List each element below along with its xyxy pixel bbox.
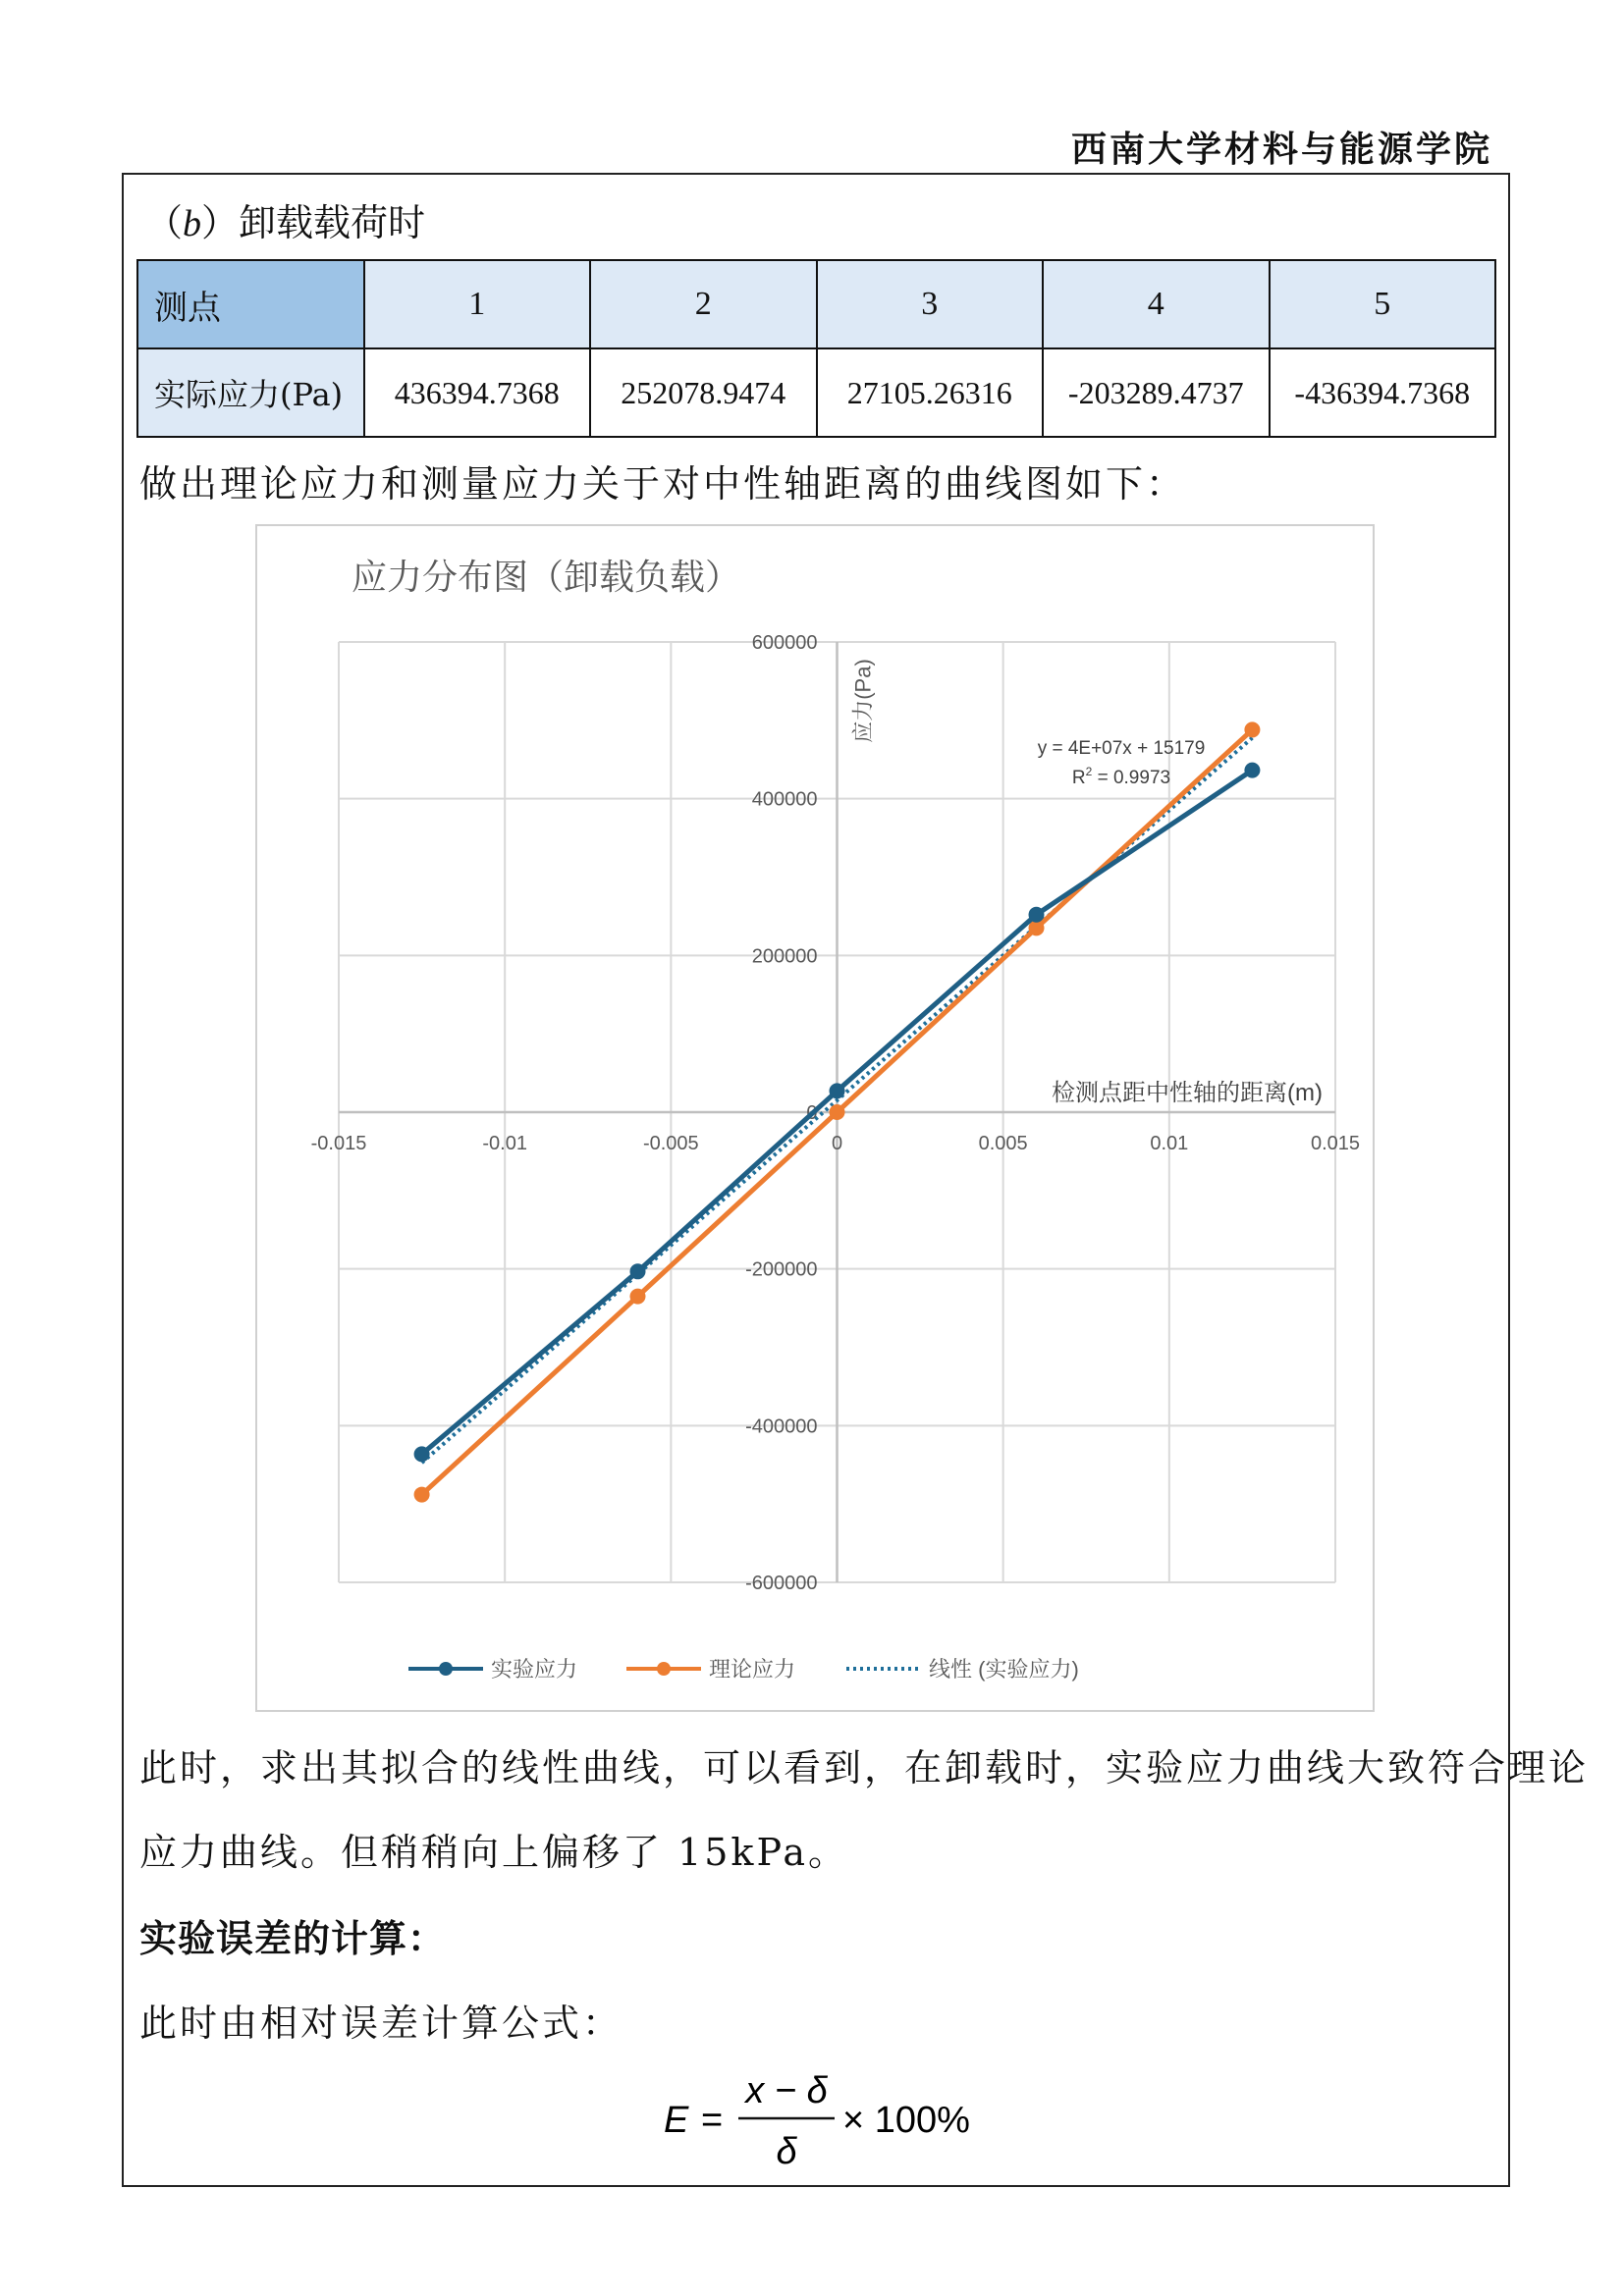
table-point-3: 3 xyxy=(817,260,1044,348)
chart-svg xyxy=(257,526,1373,1710)
table-row-label: 实际应力(Pa) xyxy=(137,348,364,437)
intro-paragraph: 做出理论应力和测量应力关于对中性轴距离的曲线图如下： xyxy=(139,462,1187,506)
table-value-1: 436394.7368 xyxy=(364,348,591,437)
measurement-table xyxy=(136,259,1496,438)
table-value-2: 252078.9474 xyxy=(590,348,817,437)
y-axis-label: 应力(Pa) xyxy=(850,659,876,743)
data-point xyxy=(1244,763,1260,778)
table-point-5: 5 xyxy=(1270,260,1496,348)
x-tick-label: -0.01 xyxy=(482,1133,527,1154)
data-point xyxy=(1029,907,1045,923)
x-axis-label: 检测点距中性轴的距离(m) xyxy=(1052,1080,1323,1106)
x-tick-labels xyxy=(311,1133,1360,1154)
data-point xyxy=(830,1104,845,1120)
formula-times: × 100% xyxy=(842,2100,970,2141)
chart-title: 应力分布图（卸载负载） xyxy=(352,557,741,597)
legend-marker xyxy=(439,1662,453,1676)
table-value-3: 27105.26316 xyxy=(817,348,1044,437)
formula-intro: 此时由相对误差计算公式： xyxy=(139,2002,623,2045)
table-header-row xyxy=(137,260,1495,348)
trendline-r2 xyxy=(1072,765,1170,788)
r2-value: = 0.9973 xyxy=(1092,768,1171,788)
formula-denominator: δ xyxy=(776,2131,797,2172)
x-tick-label: 0.01 xyxy=(1150,1133,1189,1154)
table-point-4: 4 xyxy=(1043,260,1270,348)
table-header-label: 测点 xyxy=(137,260,364,348)
legend-label: 线性 (实验应力) xyxy=(929,1657,1079,1682)
y-tick-label: 600000 xyxy=(751,632,818,654)
formula-numerator: x − δ xyxy=(745,2070,828,2111)
table-value-5: -436394.7368 xyxy=(1270,348,1496,437)
relative-error-formula xyxy=(656,2054,990,2190)
y-tick-label: -200000 xyxy=(745,1258,818,1281)
section-subtitle xyxy=(145,192,425,246)
formula-lhs: E xyxy=(664,2100,689,2141)
formula-equals: = xyxy=(701,2100,724,2141)
data-point xyxy=(630,1263,646,1279)
x-tick-label: -0.015 xyxy=(310,1133,367,1154)
y-tick-label: 0 xyxy=(806,1102,818,1124)
error-heading: 实验误差的计算： xyxy=(139,1916,447,1960)
conclusion-line-2: 应力曲线。但稍稍向上偏移了 15kPa。 xyxy=(139,1831,848,1874)
x-tick-label: 0.015 xyxy=(1310,1133,1361,1154)
subtitle-open: （ xyxy=(145,201,184,244)
legend-label: 实验应力 xyxy=(491,1657,578,1682)
trendline-equation: y = 4E+07x + 15179 xyxy=(1037,738,1206,759)
table-value-4: -203289.4737 xyxy=(1043,348,1270,437)
chart-legend xyxy=(408,1657,1079,1682)
legend-label: 理论应力 xyxy=(709,1657,796,1682)
r2-prefix: R xyxy=(1071,768,1086,788)
table-row xyxy=(137,348,1495,437)
data-point xyxy=(830,1083,845,1098)
y-tick-label: -600000 xyxy=(745,1573,818,1594)
table-point-2: 2 xyxy=(590,260,817,348)
y-tick-label: 200000 xyxy=(751,945,818,968)
institution-header: 西南大学材料与能源学院 xyxy=(1070,129,1492,170)
table-point-1: 1 xyxy=(364,260,591,348)
y-tick-label: -400000 xyxy=(745,1415,818,1438)
data-point xyxy=(414,1487,430,1503)
subtitle-letter: b xyxy=(183,203,202,244)
data-point xyxy=(414,1446,430,1462)
formula-svg xyxy=(656,2054,990,2181)
x-tick-label: 0.005 xyxy=(978,1133,1028,1154)
subtitle-text: ）卸载载荷时 xyxy=(201,201,426,244)
conclusion-line-1: 此时，求出其拟合的线性曲线，可以看到，在卸载时，实验应力曲线大致符合理论 xyxy=(139,1746,1590,1789)
x-tick-label: 0 xyxy=(831,1133,843,1154)
x-tick-label: -0.005 xyxy=(642,1133,699,1154)
data-point xyxy=(1244,721,1260,737)
y-tick-label: 400000 xyxy=(751,788,818,811)
stress-chart xyxy=(255,524,1375,1712)
r2-sup: 2 xyxy=(1085,765,1093,778)
data-point xyxy=(630,1289,646,1305)
legend-marker xyxy=(657,1662,671,1676)
